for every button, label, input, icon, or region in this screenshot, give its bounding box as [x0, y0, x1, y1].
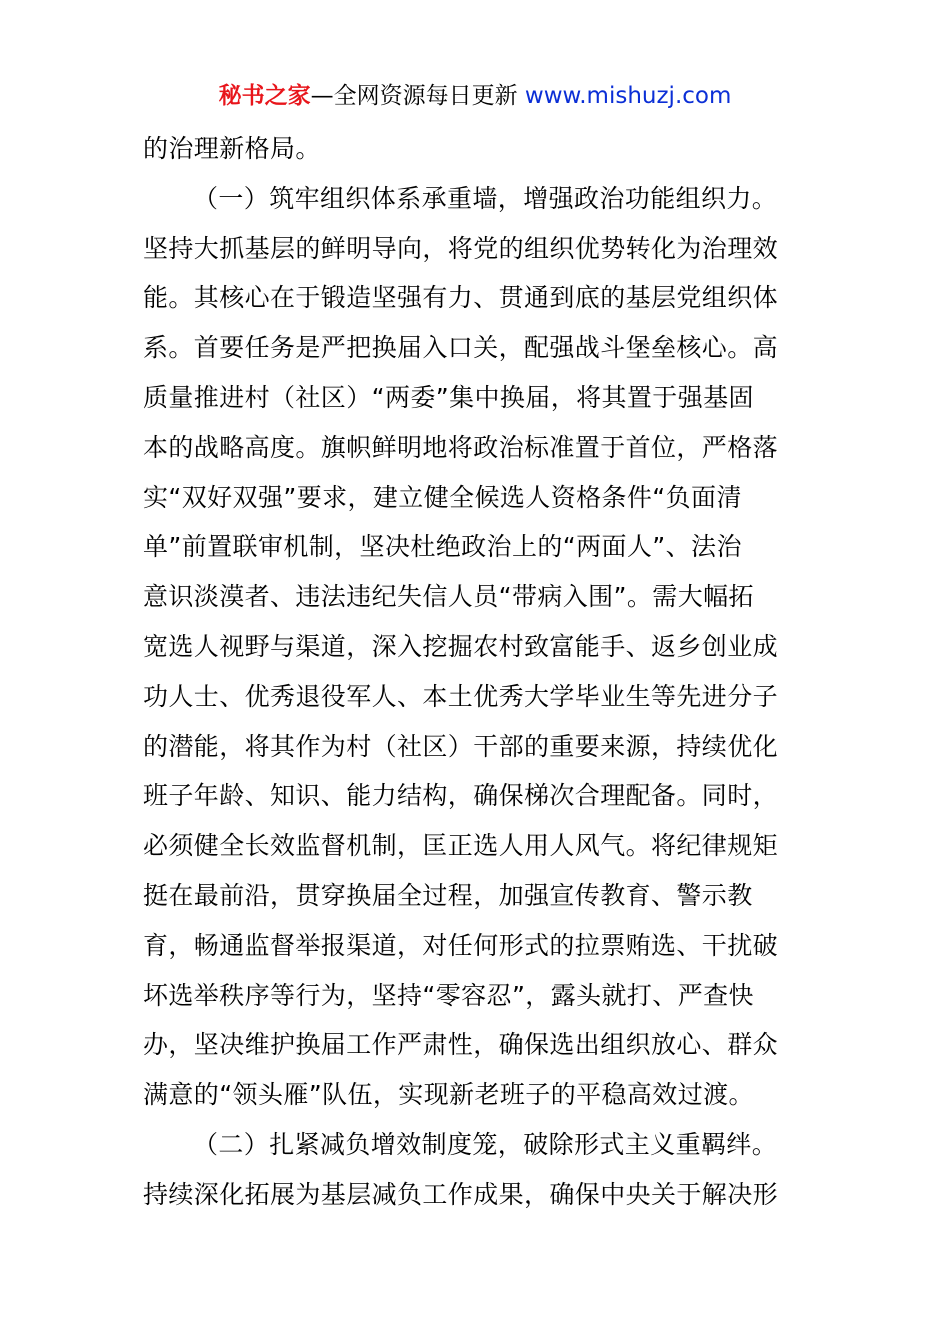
header-brand: 秘书之家 [218, 83, 311, 109]
text-line: 单”前置联审机制，坚决杜绝政治上的“两面人”、法治 [143, 532, 742, 562]
header-url-link[interactable]: www.mishuzj.com [524, 83, 732, 109]
text-line: 育，畅通监督举报渠道，对任何形式的拉票贿选、干扰破 [143, 930, 779, 960]
text-line: 功人士、优秀退役军人、本土优秀大学毕业生等先进分子 [143, 681, 779, 711]
text-line: 坚持大抓基层的鲜明导向，将党的组织优势转化为治理效 [143, 233, 779, 263]
text-line: 意识淡漠者、违法违纪失信人员“带病入围”。需大幅拓 [143, 582, 754, 612]
text-line: 办，坚决维护换届工作严肃性，确保选出组织放心、群众 [143, 1030, 779, 1060]
text-line: 实“双好双强”要求，建立健全候选人资格条件“负面清 [143, 482, 742, 512]
text-line: 班子年龄、知识、能力结构，确保梯次合理配备。同时， [143, 781, 779, 811]
section-heading-2: （二）扎紧减负增效制度笼，破除形式主义重羁绊。 [193, 1129, 778, 1159]
text-line: 的治理新格局。 [143, 134, 321, 163]
text-line: 挺在最前沿，贯穿换届全过程，加强宣传教育、警示教 [143, 880, 753, 910]
text-line: 的潜能，将其作为村（社区）干部的重要来源，持续优化 [143, 731, 779, 761]
section-heading-1: （一）筑牢组织体系承重墙，增强政治功能组织力。 [193, 183, 778, 213]
text-line: 宽选人视野与渠道，深入挖掘农村致富能手、返乡创业成 [143, 631, 779, 661]
text-line: 持续深化拓展为基层减负工作成果，确保中央关于解决形 [143, 1179, 779, 1209]
site-header [0, 78, 950, 114]
header-tagline: —全网资源每日更新 [310, 83, 525, 109]
text-line: 质量推进村（社区）“两委”集中换届，将其置于强基固 [143, 382, 754, 412]
text-line: 满意的“领头雁”队伍，实现新老班子的平稳高效过渡。 [143, 1080, 754, 1110]
text-line: 能。其核心在于锻造坚强有力、贯通到底的基层党组织体 [143, 283, 779, 313]
document-body [143, 124, 813, 1220]
text-line: 必须健全长效监督机制，匡正选人用人风气。将纪律规矩 [143, 831, 779, 861]
text-line: 系。首要任务是严把换届入口关，配强战斗堡垒核心。高 [143, 333, 779, 363]
text-line: 坏选举秩序等行为，坚持“零容忍”，露头就打、严查快 [143, 980, 754, 1010]
text-line: 本的战略高度。旗帜鲜明地将政治标准置于首位，严格落 [143, 432, 779, 462]
